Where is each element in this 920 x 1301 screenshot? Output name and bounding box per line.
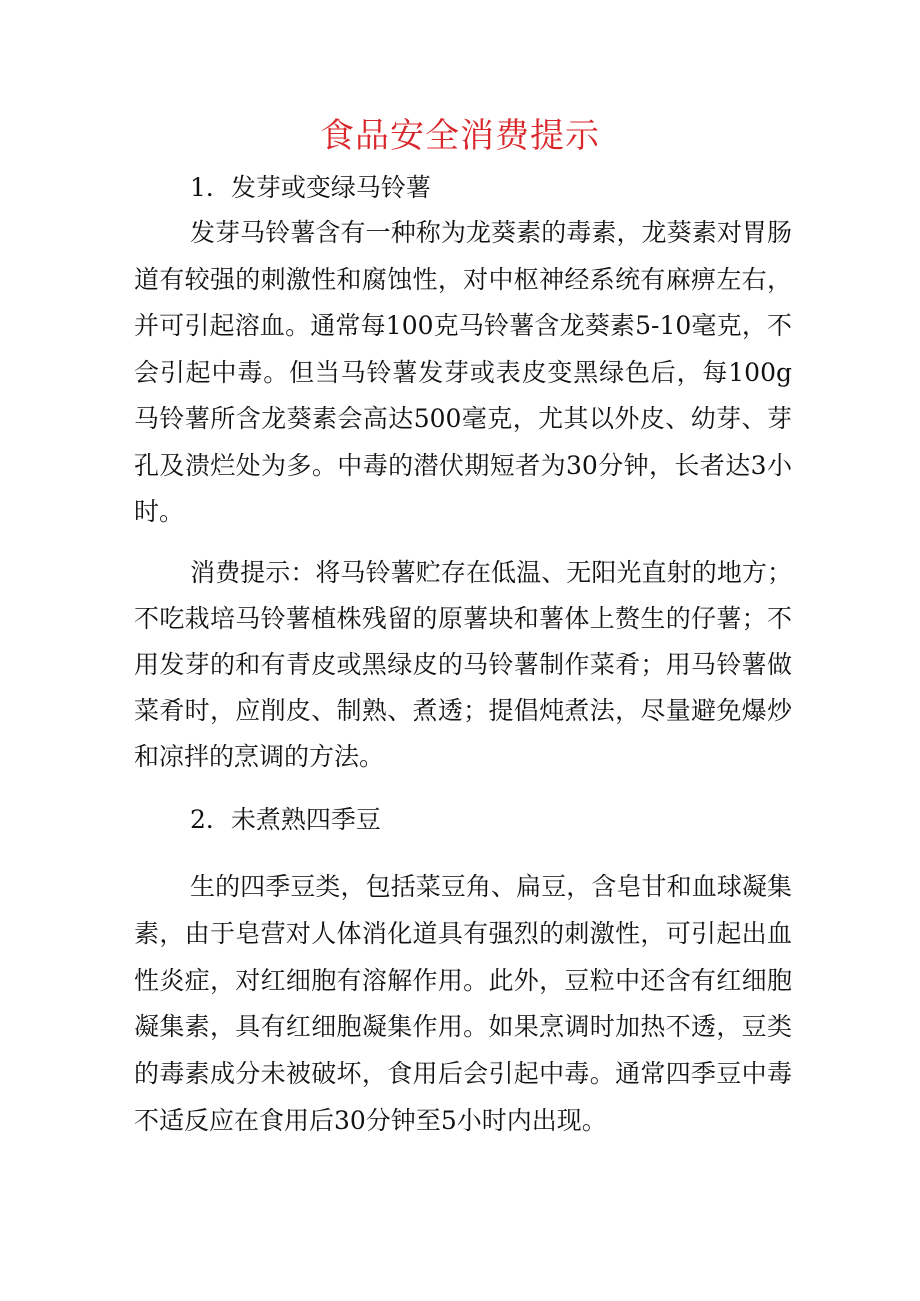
section-paragraph: 生的四季豆类，包括菜豆角、扁豆，含皂甘和血球凝集素，由于皂营对人体消化道具有强烈的刺激性，可引起出血性炎症，对红细胞有溶解作用。此外，豆粒中还含有红细胞凝集素，具有红细胞凝集作用。如果烹调时加热不透，豆类的毒素成分未被破坏，食用后会引起中毒。通常四季豆中毒不适反应在食用后30分钟至5小时内出现。 [134, 872, 792, 1135]
document-title: 食品安全消费提示 [320, 116, 600, 156]
consumption-tip-paragraph: 消费提示：将马铃薯贮存在低温、无阳光直射的地方；不吃栽培马铃薯植株残留的原薯块和薯体上赘生的仔薯；不用发芽的和有青皮或黑绿皮的马铃薯制作菜肴；用马铃薯做菜肴时，应削皮、制熟、煮透；提倡炖煮法，尽量避免爆炒和凉拌的烹调的方法。 [134, 558, 792, 771]
section-paragraph: 发芽马铃薯含有一种称为龙葵素的毒素，龙葵素对胃肠道有较强的刺激性和腐蚀性，对中枢神经系统有麻痹左右，并可引起溶血。通常每100克马铃薯含龙葵素5-10毫克，不会引起中毒。但当马铃薯发芽或表皮变黑绿色后，每100g马铃薯所含龙葵素会高达500毫克，尤其以外皮、幼芽、芽孔及溃烂处为多。中毒的潜伏期短者为30分钟，长者达3小时。 [134, 218, 792, 526]
section-heading-beans: 2．未煮熟四季豆 [190, 805, 381, 834]
section-heading-potato: 1．发芽或变绿马铃薯 [190, 173, 431, 202]
